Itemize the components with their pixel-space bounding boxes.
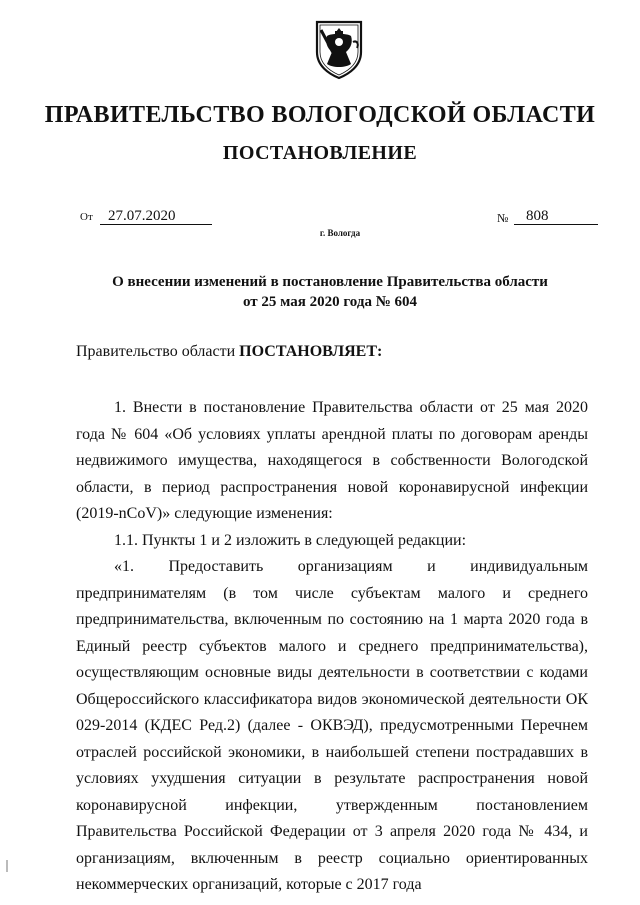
coat-of-arms-icon: [313, 18, 365, 80]
document-date: 27.07.2020: [100, 207, 212, 225]
preamble: [76, 343, 382, 361]
date-label: От: [80, 211, 93, 223]
government-title: ПРАВИТЕЛЬСТВО ВОЛОГОДСКОЙ ОБЛАСТИ: [44, 102, 596, 128]
document-body: [76, 395, 588, 899]
date-number-row: [0, 207, 640, 229]
document-type: ПОСТАНОВЛЕНИЕ: [222, 142, 418, 164]
document-subject: [80, 272, 580, 312]
preamble-verb: ПОСТАНОВЛЯЕТ:: [239, 343, 383, 360]
paragraph-quote-1: «1. Предоставить организациям и индивидуальным предпринимателям (в том числе субъектам малого и среднего предпринимательства, включенным по состоянию на 1 марта 2020 года в Единый реестр субъектов малого и среднего предпринимательства), осуществляющим основные виды деятельности в соответствии с кодами Общероссийского классификатора видов экономической деятельности ОК 029-2014 (КДЕС Ред.2) (далее - ОКВЭД), предусмотренными Перечнем отраслей российской экономики, в наибольшей степени пострадавших в условиях ухудшения ситуации в результате распространения новой коронавирусной инфекции, утвержденным постановлением Правительства Российской Федерации от 3 апреля 2020 года № 434, и организациям, включенным в реестр социально ориентированных некоммерческих организаций, которые с 2017 года: [76, 558, 588, 893]
paragraph-1: 1. Внести в постановление Правительства области от 25 мая 2020 года № 604 «Об условиях уплаты арендной платы по договорам аренды недвижимого имущества, находящегося в собственности Вологодской области, в период распространения новой коронавирусной инфекции (2019-nCoV)» следующие изменения:: [76, 399, 588, 522]
preamble-prefix: Правительство области: [76, 343, 236, 360]
number-label: №: [497, 211, 509, 225]
subject-line-2: от 25 мая 2020 года № 604: [242, 294, 418, 310]
subject-line-1: О внесении изменений в постановление Правительства области: [112, 274, 548, 290]
document-number: 808: [514, 207, 598, 225]
city: г. Вологда: [319, 228, 361, 238]
scan-mark: [6, 860, 8, 872]
paragraph-1-1: 1.1. Пункты 1 и 2 изложить в следующей редакции:: [114, 531, 467, 549]
